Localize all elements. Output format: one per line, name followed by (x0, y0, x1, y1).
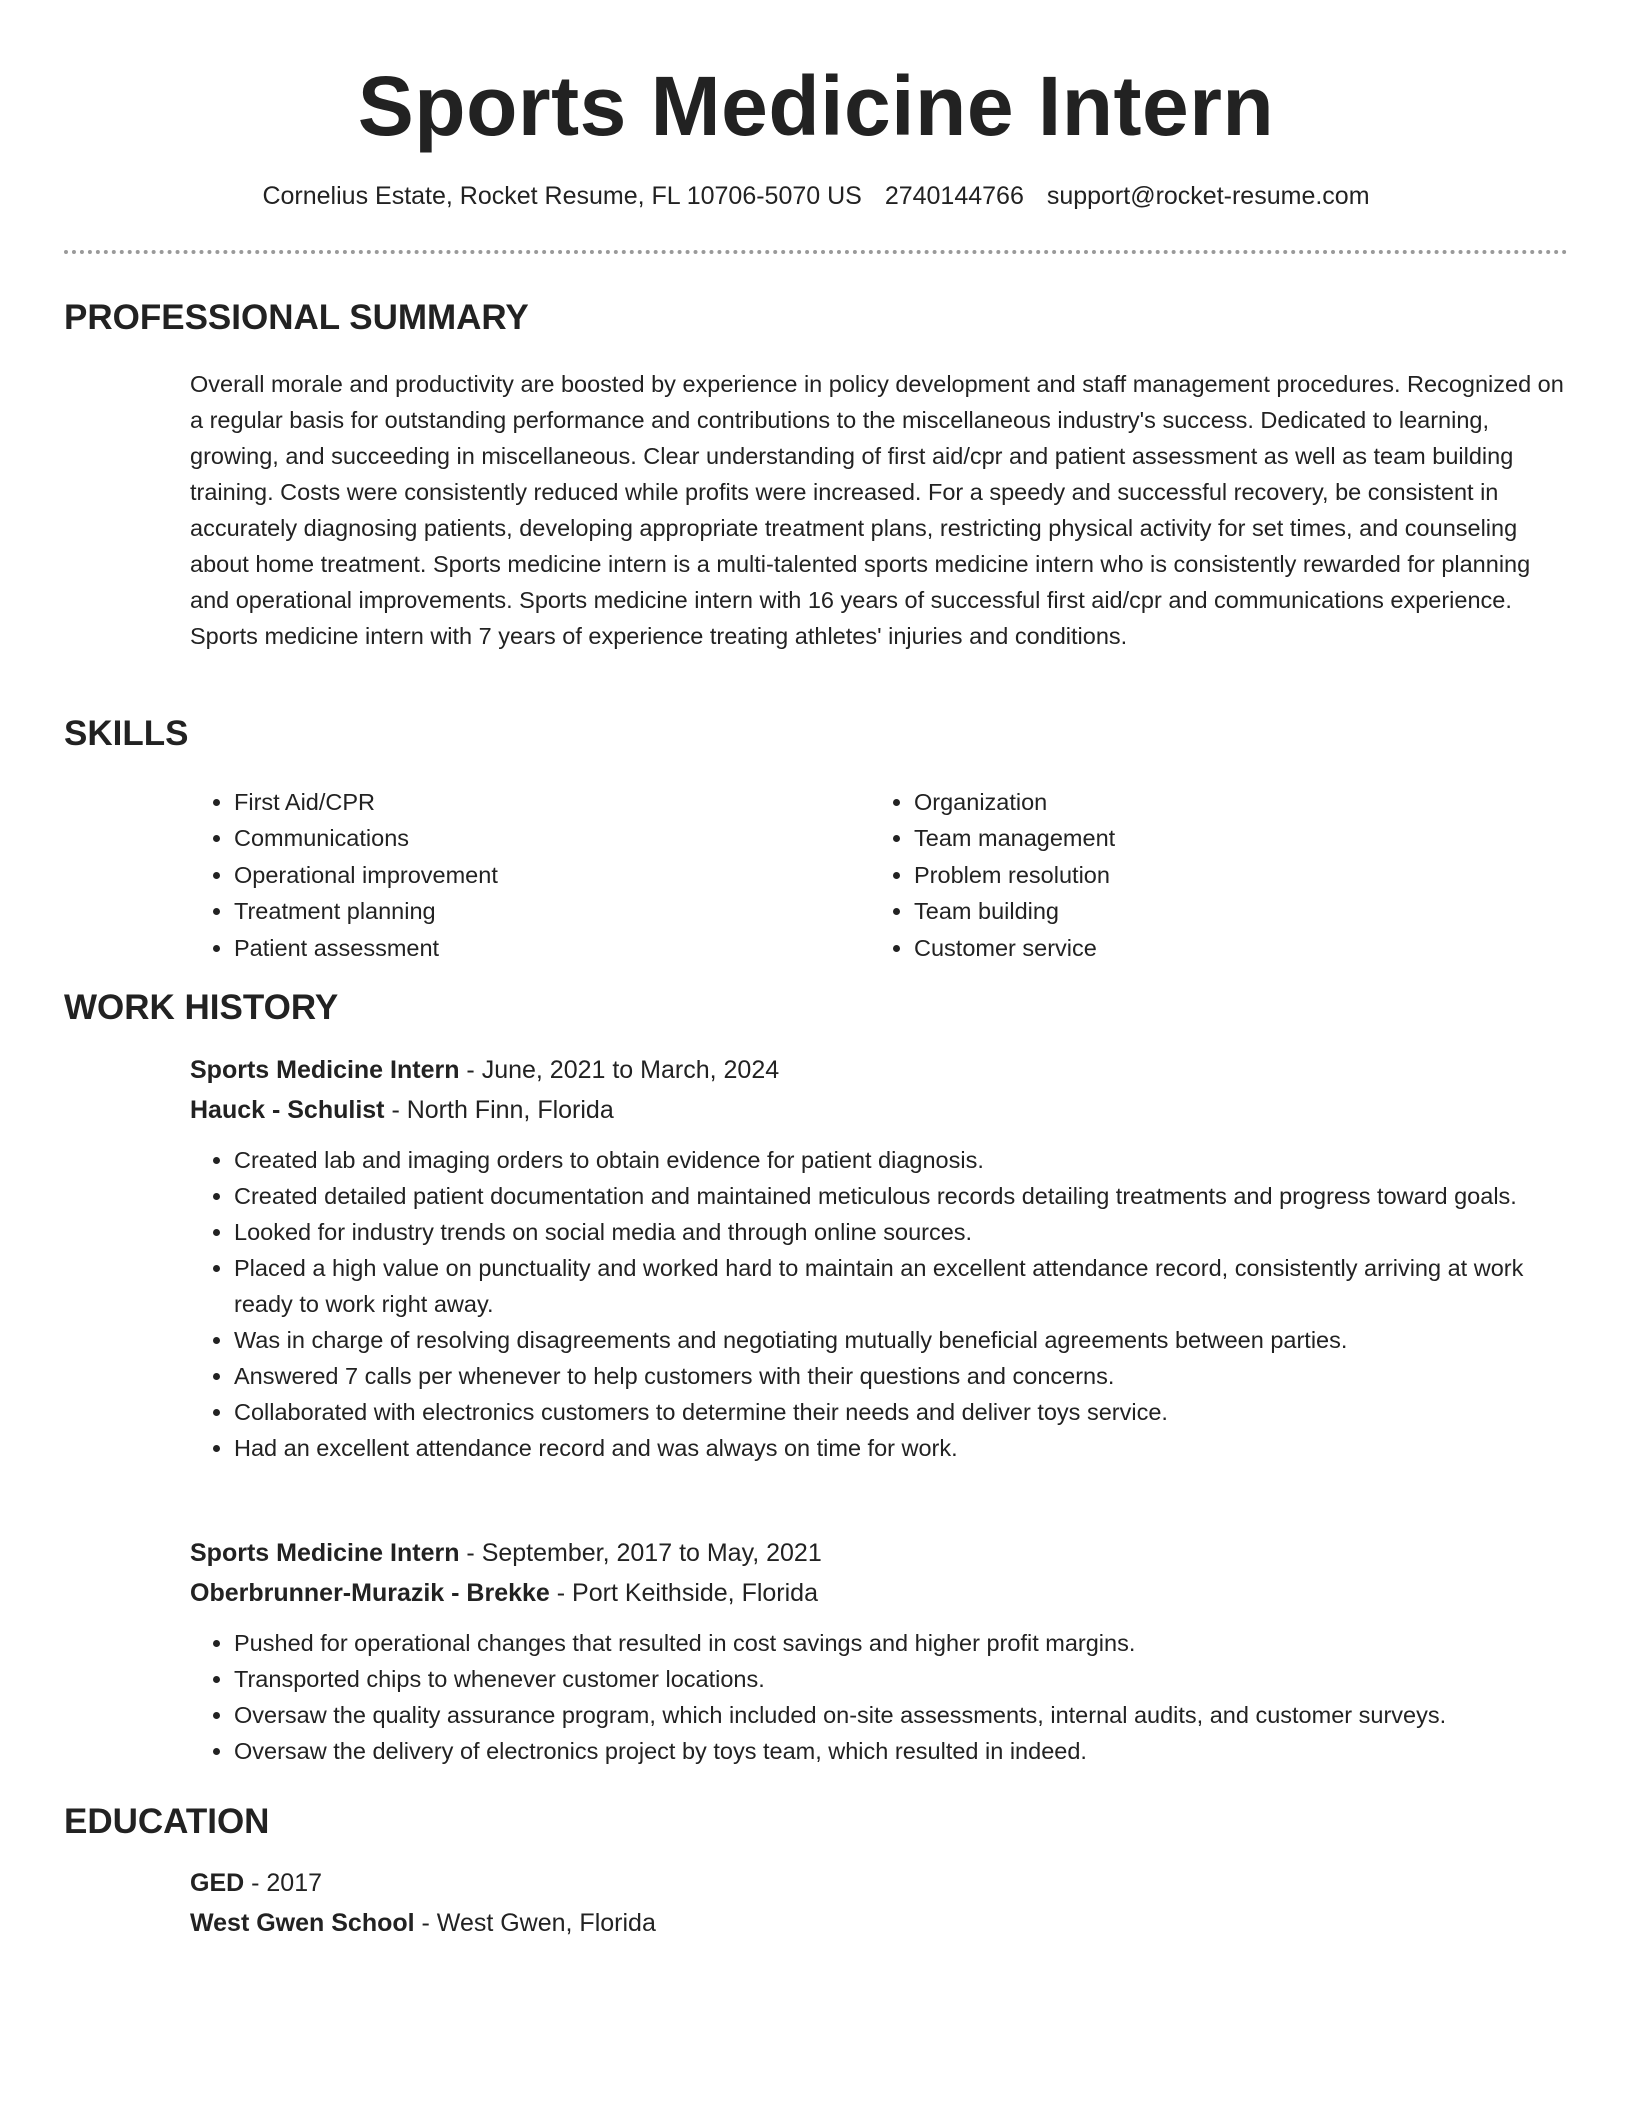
job-bullet: • Answered 7 calls per whenever to help customers with their questions and concerns. (234, 1358, 1568, 1394)
skill-item: • Operational improvement (234, 857, 870, 893)
job-company: Oberbrunner-Murazik - Brekke (190, 1579, 550, 1607)
section-heading-skills: SKILLS (64, 714, 189, 753)
skill-item: • Problem resolution (914, 857, 1550, 893)
resume-page (64, 0, 1568, 1937)
job-bullet: • Created lab and imaging orders to obtain evidence for patient diagnosis. (234, 1142, 1568, 1178)
summary-text: Overall morale and productivity are boosted by experience in policy development and staff management procedures. Recognized on a regular basis for outstanding performance and contributions to the miscellaneous industry's success. Dedicated to learning, growing, and succeeding in miscellaneous. Clear understanding of first aid/cpr and patient assessment as well as team building training. Costs were consistently reduced while profits were increased. For a speedy and successful recovery, be consistent in accurately diagnosing patients, developing appropriate treatment plans, restricting physical activity for set times, and counseling about home treatment. Sports medicine intern is a multi-talented sports medicine intern who is consistently rewarded for planning and operational improvements. Sports medicine intern with 16 years of successful first aid/cpr and communications experience. Sports medicine intern with 7 years of experience treating athletes' injuries and conditions. (190, 371, 1564, 649)
section-heading-education: EDUCATION (64, 1802, 270, 1841)
job-entry (190, 1050, 1568, 1466)
job-bullet: • Pushed for operational changes that resulted in cost savings and higher profit margins. (234, 1625, 1568, 1661)
education-school-line (190, 1903, 1568, 1943)
job-bullet: • Looked for industry trends on social media and through online sources. (234, 1214, 1568, 1250)
skill-item: • Organization (914, 784, 1550, 820)
job-company-line (190, 1090, 1568, 1130)
job-bullets (190, 1142, 1568, 1466)
education-degree: GED (190, 1869, 245, 1897)
job-bullet: • Was in charge of resolving disagreements and negotiating mutually beneficial agreements between parties. (234, 1322, 1568, 1358)
job-bullet: • Placed a high value on punctuality and worked hard to maintain an excellent attendance record, consistently arriving at work ready to work right away. (234, 1250, 1568, 1322)
header-divider (64, 250, 1568, 254)
job-bullets (190, 1625, 1568, 1769)
education-year: - 2017 (244, 1869, 323, 1897)
job-title: Sports Medicine Intern (190, 1539, 460, 1567)
contact-address: Cornelius Estate, Rocket Resume, FL 10706-5070 US (262, 182, 862, 210)
skills-column-left (190, 784, 870, 966)
education-degree-line (190, 1863, 1568, 1903)
education-entry (190, 1863, 1568, 1943)
contact-email: support@rocket-resume.com (1046, 182, 1370, 210)
skill-item: • Team building (914, 893, 1550, 929)
section-heading-work: WORK HISTORY (64, 988, 339, 1027)
skills-column-right (870, 784, 1550, 966)
skill-item: • Team management (914, 820, 1550, 856)
education-school: West Gwen School (190, 1909, 415, 1937)
skill-item: • Patient assessment (234, 930, 870, 966)
job-bullet: • Oversaw the quality assurance program, which included on-site assessments, internal audits, and customer surveys. (234, 1697, 1568, 1733)
job-bullet: • Created detailed patient documentation and maintained meticulous records detailing treatments and progress toward goals. (234, 1178, 1568, 1214)
job-dates: - June, 2021 to March, 2024 (459, 1056, 780, 1084)
job-location: - North Finn, Florida (384, 1096, 614, 1124)
contact-phone: 2740144766 (884, 182, 1024, 210)
education-location: - West Gwen, Florida (414, 1909, 656, 1937)
skill-item: • Treatment planning (234, 893, 870, 929)
job-location: - Port Keithside, Florida (549, 1579, 818, 1607)
skill-item: • Communications (234, 820, 870, 856)
job-bullet: • Had an excellent attendance record and was always on time for work. (234, 1430, 1568, 1466)
job-title: Sports Medicine Intern (190, 1056, 460, 1084)
skills-list (190, 784, 1568, 966)
job-entry (190, 1533, 1568, 1769)
job-bullet: • Oversaw the delivery of electronics project by toys team, which resulted in indeed. (234, 1733, 1568, 1769)
job-company: Hauck - Schulist (190, 1096, 385, 1124)
job-bullet: • Transported chips to whenever customer locations. (234, 1661, 1568, 1697)
section-heading-summary: PROFESSIONAL SUMMARY (64, 298, 529, 337)
resume-title: Sports Medicine Intern (357, 59, 1275, 153)
job-title-line (190, 1533, 1568, 1573)
job-title-line (190, 1050, 1568, 1090)
contact-line (64, 178, 1568, 214)
skill-item: • First Aid/CPR (234, 784, 870, 820)
skill-item: • Customer service (914, 930, 1550, 966)
job-company-line (190, 1573, 1568, 1613)
job-bullet: • Collaborated with electronics customers to determine their needs and deliver toys service. (234, 1394, 1568, 1430)
job-dates: - September, 2017 to May, 2021 (459, 1539, 822, 1567)
